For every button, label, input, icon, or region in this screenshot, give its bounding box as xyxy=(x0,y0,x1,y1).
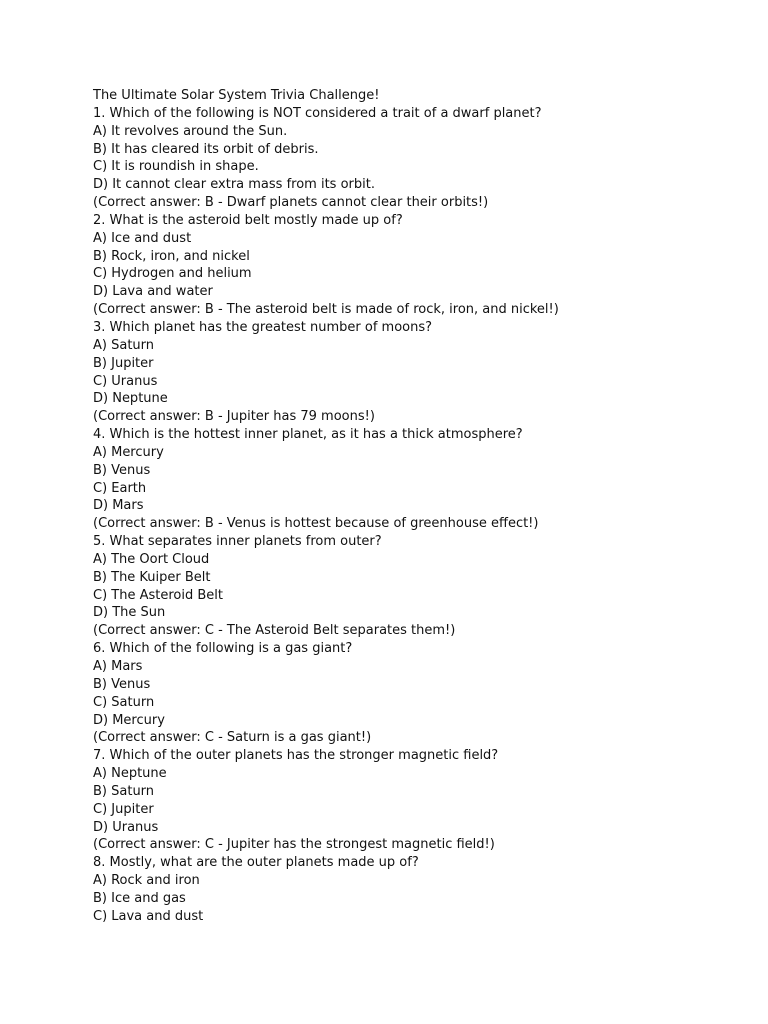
option-b: B) It has cleared its orbit of debris. xyxy=(93,141,319,157)
option-a: A) The Oort Cloud xyxy=(93,551,210,567)
correct-answer: (Correct answer: B - Dwarf planets cannot clear their orbits!) xyxy=(93,195,489,211)
correct-answer: (Correct answer: C - Saturn is a gas giant!) xyxy=(93,730,372,746)
option-b: B) The Kuiper Belt xyxy=(93,569,211,585)
option-c: C) Jupiter xyxy=(93,801,154,817)
option-b: B) Ice and gas xyxy=(93,890,186,906)
correct-answer: (Correct answer: C - The Asteroid Belt separates them!) xyxy=(93,623,456,639)
option-c: C) Hydrogen and helium xyxy=(93,266,252,282)
question-text: 5. What separates inner planets from outer? xyxy=(93,534,382,550)
option-c: C) The Asteroid Belt xyxy=(93,587,223,603)
option-c: C) Uranus xyxy=(93,373,158,389)
option-b: B) Venus xyxy=(93,462,151,478)
question-block-6 xyxy=(93,640,733,747)
option-d: D) The Sun xyxy=(93,605,166,621)
option-a: A) Rock and iron xyxy=(93,873,200,889)
option-c: C) It is roundish in shape. xyxy=(93,159,259,175)
option-d: D) Mars xyxy=(93,498,144,514)
option-b: B) Rock, iron, and nickel xyxy=(93,248,250,264)
option-d: D) Uranus xyxy=(93,819,159,835)
question-text: 1. Which of the following is NOT considered a trait of a dwarf planet? xyxy=(93,105,542,121)
option-c: C) Earth xyxy=(93,480,147,496)
option-c: C) Lava and dust xyxy=(93,908,204,924)
question-text: 4. Which is the hottest inner planet, as it has a thick atmosphere? xyxy=(93,427,523,443)
option-a: A) Mars xyxy=(93,659,143,674)
correct-answer: (Correct answer: C - Jupiter has the strongest magnetic field!) xyxy=(93,837,495,853)
question-block-5 xyxy=(93,533,733,640)
option-b: B) Venus xyxy=(93,676,151,692)
question-block-7 xyxy=(93,747,733,854)
option-c: C) Saturn xyxy=(93,694,155,710)
question-text: 2. What is the asteroid belt mostly made up of? xyxy=(93,212,403,228)
document-body xyxy=(93,87,733,926)
option-a: A) Mercury xyxy=(93,444,164,460)
option-a: A) Saturn xyxy=(93,337,155,353)
option-a: A) Ice and dust xyxy=(93,230,192,246)
question-block-8 xyxy=(93,854,733,925)
correct-answer: (Correct answer: B - Venus is hottest because of greenhouse effect!) xyxy=(93,516,539,532)
question-text: 7. Which of the outer planets has the stronger magnetic field? xyxy=(93,748,499,764)
question-text: 3. Which planet has the greatest number of moons? xyxy=(93,319,433,335)
option-d: D) Lava and water xyxy=(93,284,213,300)
question-block-3 xyxy=(93,319,733,426)
option-b: B) Saturn xyxy=(93,783,155,799)
question-block-2 xyxy=(93,212,733,319)
option-d: D) Neptune xyxy=(93,391,168,407)
question-text: 6. Which of the following is a gas giant? xyxy=(93,641,353,657)
option-a: A) It revolves around the Sun. xyxy=(93,123,288,139)
question-text: 8. Mostly, what are the outer planets made up of? xyxy=(93,855,419,871)
option-b: B) Jupiter xyxy=(93,355,154,371)
question-block-1 xyxy=(93,105,733,212)
option-a: A) Neptune xyxy=(93,766,167,782)
correct-answer: (Correct answer: B - Jupiter has 79 moons!) xyxy=(93,409,375,425)
option-d: D) It cannot clear extra mass from its orbit. xyxy=(93,177,375,193)
option-d: D) Mercury xyxy=(93,712,165,728)
document-title: The Ultimate Solar System Trivia Challenge! xyxy=(93,88,380,103)
correct-answer: (Correct answer: B - The asteroid belt is made of rock, iron, and nickel!) xyxy=(93,302,559,318)
question-block-4 xyxy=(93,426,733,533)
